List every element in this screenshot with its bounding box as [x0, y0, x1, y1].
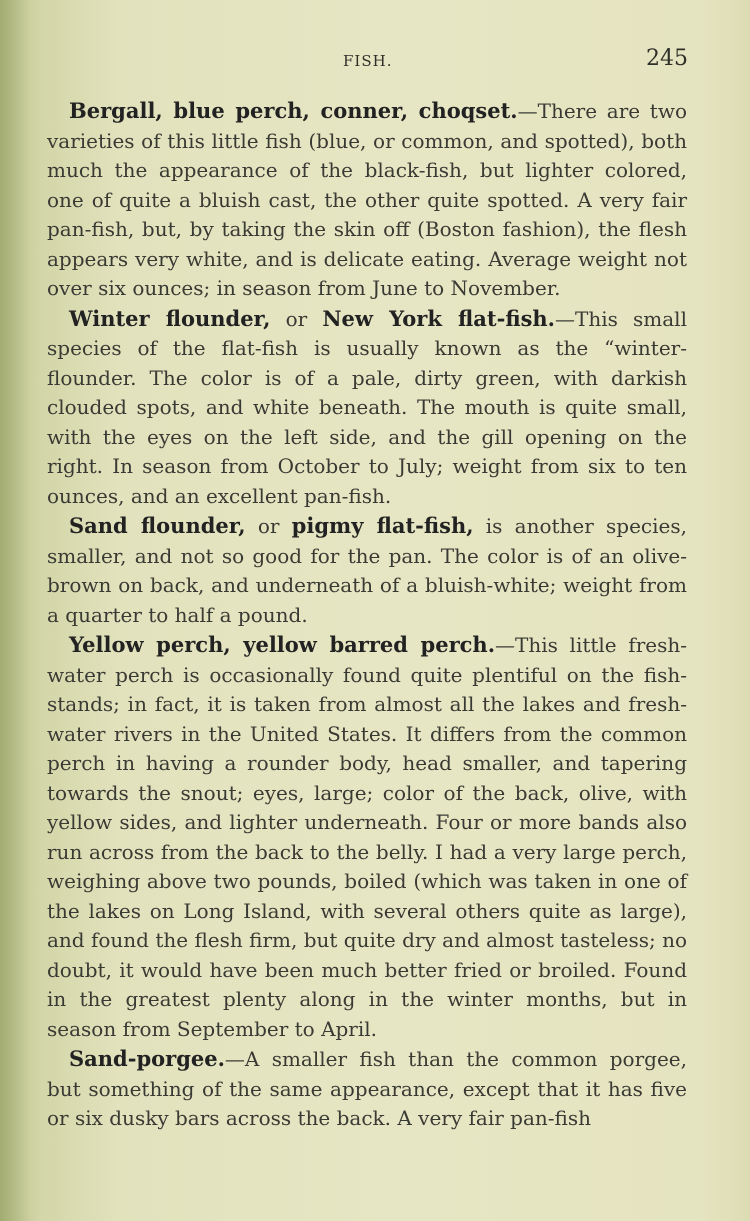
entry-sand-flounder [47, 511, 687, 630]
entry-text: —This little fresh-water perch is occasionally found quite plentiful on the fish-stands; in fact, it is taken from almost all the lakes and fresh-water rivers in the United States. It differs from the common perch in having a rounder body, head smaller, and tapering towards the snout; eyes, large; color of the back, olive, with yellow sides, and lighter underneath. Four or more bands also run across from the back to the belly. I had a very large perch, weighing above two pounds, boiled (which was taken in one of the lakes on Long Island, with several others quite as large), and found the flesh firm, but quite dry and almost tasteless; no doubt, it would have been much better fried or broiled. Found in the greatest plenty along in the winter months, but in season from September to April. [47, 633, 688, 1041]
entry-yellow-perch [47, 630, 687, 1044]
entry-bergall [47, 96, 687, 304]
entry-title: Yellow perch, yellow barred perch. [69, 632, 496, 657]
entry-text: —This small species of the flat-fish is usually known as the “winter-flounder. The color is of a pale, dirty green, with darkish clouded spots, and white beneath. The mouth is quite small, with the eyes on the left side, and the gill opening on the right. In season from October to July; weight from six to ten ounces, and an excellent pan-fish. [47, 306, 687, 508]
page-number: 245 [646, 46, 688, 71]
entry-title: Bergall, blue perch, conner, choqset. [69, 98, 518, 123]
entry-winter-flounder [47, 304, 687, 512]
binding-shadow [0, 0, 30, 1221]
entry-connector: or [270, 306, 323, 331]
entry-title: Sand flounder, [69, 513, 246, 538]
entry-text: is another species, smaller, and not so good for the pan. The color is of an olive-brown on back, and underneath of a bluish-white; weight from a quarter to half a pound. [47, 514, 687, 627]
entry-sand-porgee [47, 1044, 687, 1134]
body-text [47, 96, 687, 1134]
entry-text: —A smaller fish than the common porgee, but something of the same appearance, except that it has five or six dusky bars across the back. A very fair pan-fish [47, 1047, 687, 1130]
entry-title: Winter flounder, [69, 305, 271, 331]
entry-connector: or [245, 514, 292, 538]
running-head: FISH. [343, 52, 393, 70]
entry-title: Sand-porgee. [69, 1046, 225, 1071]
page-header [0, 44, 750, 76]
entry-text: —There are two varieties of this little fish (blue, or common, and spotted), both much the appearance of the black-fish, but lighter colored, one of quite a bluish cast, the other quite spotted. A very fair pan-fish, but, by taking the skin off (Boston fashion), the flesh appears very white, and is delicate eating. Average weight not over six ounces; in season from June to November. [47, 99, 688, 300]
entry-title-alt: New York flat-fish. [322, 305, 555, 331]
entry-title-alt: pigmy flat-fish, [291, 513, 474, 538]
